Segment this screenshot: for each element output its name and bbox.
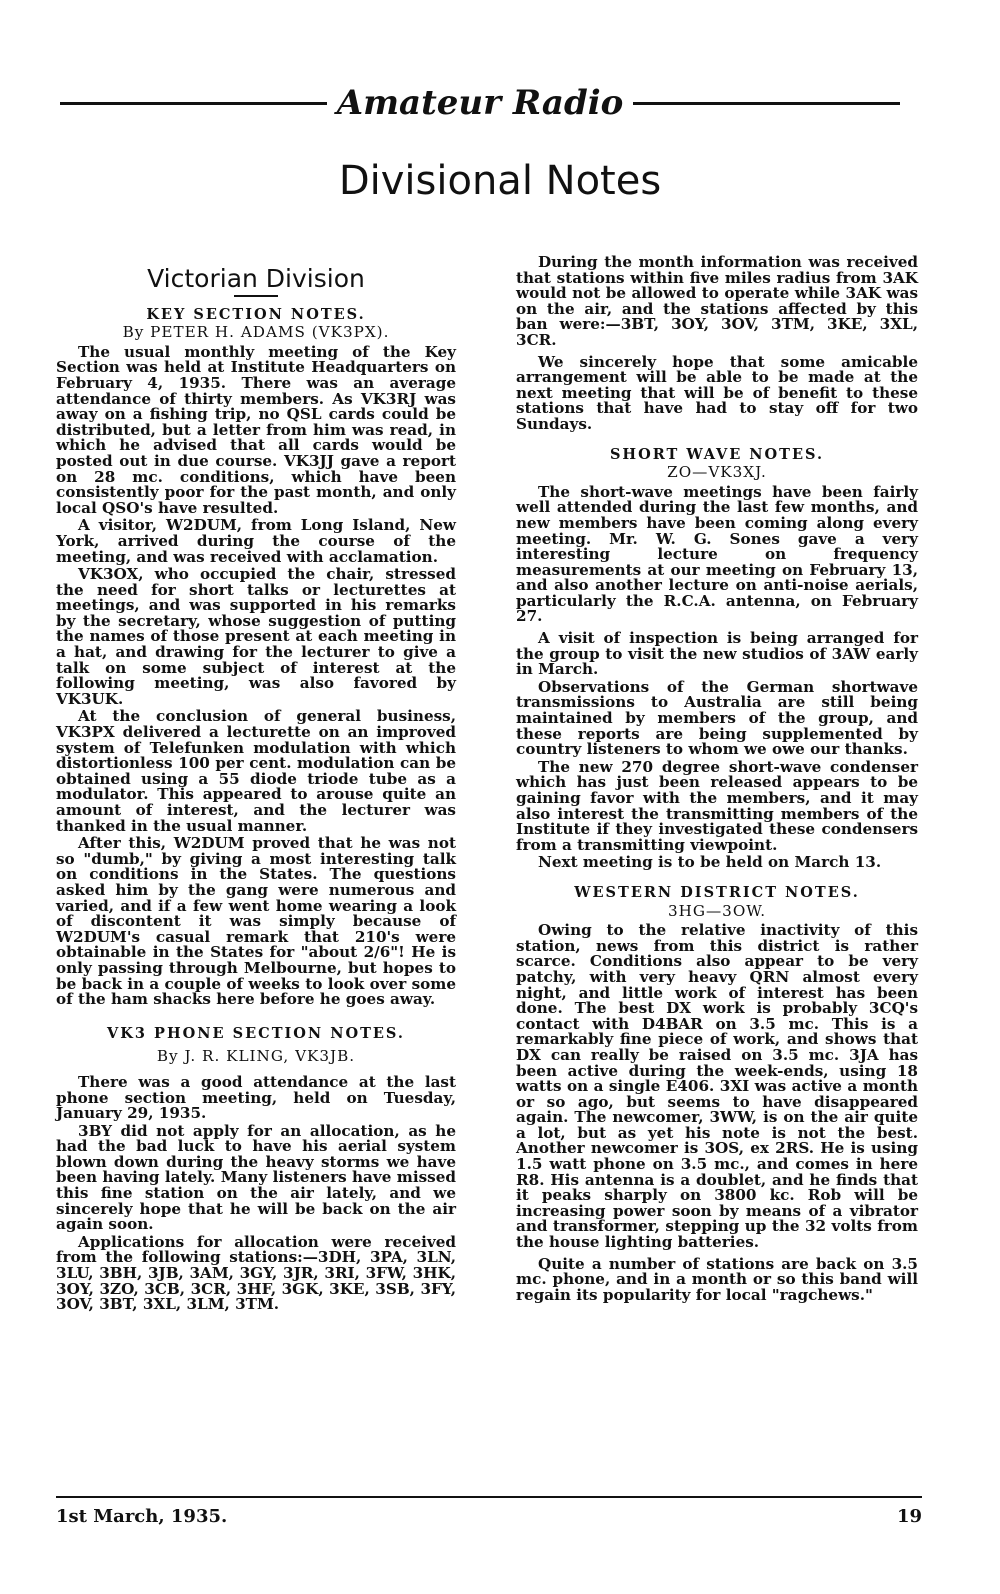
western-paragraph: Quite a number of stations are back on 3.5 mc. phone, and in a month or so this band will regain its popularity for local "ragchews."	[516, 1254, 918, 1304]
intro-paragraph: During the month information was received that stations within five miles radius from 3AK would not be allowed to operate while 3AK was on the air, and the stations affected by this ban were:—3BT, 3OY, 3OV, 3TM, 3KE, 3XL, 3CR.	[516, 253, 918, 349]
masthead-rule-right	[633, 102, 900, 105]
western-paragraph: Owing to the relative inactivity of this station, news from this district is rather scarce. Conditions also appear to be very patchy, with very heavy QRN almost every night, and little work of interest has been done. The best DX work is probably 3CQ's contact with D4BAR on 3.5 mc. This is a remarkably fine piece of work, and shows that DX can really be raised on 3.5 mc. 3JA has been active during the week-ends, using 18 watts on a single E406. 3XI was active a month or so ago, but seems to have disappeared again. The newcomer, 3WW, is on the air quite a lot, but as yet his note is not the best. Another newcomer is 3OS, ex 2RS. He is using 1.5 watt phone on 3.5 mc., and comes in here R8. His antenna is a doublet, and he finds that it peaks sharply on 3800 kc. Rob will be increasing power soon by means of a vibrator and transformer, stepping up the 32 volts from the house lighting batteries.	[516, 921, 918, 1252]
right-column	[516, 255, 918, 1305]
key-section-heading: KEY SECTION NOTES.	[146, 305, 366, 323]
short-wave-paragraph: The short-wave meetings have been fairly well attended during the last few months, and new members have been coming along every meeting. Mr. W. G. Sones gave a very interesting lecture on frequency measurements at our meeting on February 13, and also another lecture on anti-noise aerials, particularly the R.C.A. antenna, on February 27.	[516, 482, 918, 626]
key-paragraph: The usual monthly meeting of the Key Section was held at Institute Headquarters on February 4, 1935. There was an average attendance of thirty members. As VK3RJ was away on a fishing trip, no QSL cards could be distributed, but a letter from him was read, in which he advised that all cards would be posted out in due course. VK3JJ gave a report on 28 mc. conditions, which have been consistently poor for the past month, and only local QSO's have resulted.	[56, 342, 456, 517]
western-byline: 3HG—3OW.	[667, 901, 767, 920]
phone-paragraph: Applications for allocation were received from the following stations:—3DH, 3PA, 3LN, 3LU, 3BH, 3JB, 3AM, 3GY, 3JR, 3RI, 3FW, 3HK, 3OY, 3ZO, 3CB, 3CR, 3HF, 3GK, 3KE, 3SB, 3FY, 3OV, 3BT, 3XL, 3LM, 3TM.	[56, 1232, 456, 1314]
short-wave-paragraph: Next meeting is to be held on March 13.	[538, 853, 882, 872]
short-wave-paragraph: A visit of inspection is being arranged for the group to visit the new studios of 3AW early in March.	[516, 629, 918, 679]
division-rule	[234, 295, 278, 297]
left-column	[56, 255, 456, 1315]
page-number: 19	[896, 1506, 922, 1527]
phone-paragraph: 3BY did not apply for an allocation, as he had the bad luck to have his aerial system blown down during the heavy storms we have been having lately. Many listeners have missed this fine station on the air lately, and we sincerely hope that he will be back on the air again soon.	[56, 1121, 456, 1234]
masthead-rule-left	[60, 102, 327, 105]
masthead-logo: Amateur Radio	[336, 83, 624, 123]
footer-date: 1st March, 1935.	[56, 1506, 228, 1527]
western-heading: WESTERN DISTRICT NOTES.	[574, 883, 860, 901]
key-paragraph: After this, W2DUM proved that he was not so "dumb," by giving a most interesting talk on conditions in the States. The questions asked him by the gang were numerous and varied, and if a few went home wearing a look of discontent it was simply because of W2DUM's casual remark that 210's were obtainable in the States for "about 2/6"! He is only passing through Melbourne, but hopes to be back in a couple of weeks to look over some of the ham shacks here before he goes away.	[56, 834, 456, 1009]
key-paragraph: VK3OX, who occupied the chair, stressed the need for short talks or lecturettes at meetings, and was supported in his remarks by the secretary, whose suggestion of putting the names of those present at each meeting in a hat, and drawing for the lecturer to give a talk on some subject of interest at the following meeting, was also favored by VK3UK.	[56, 565, 456, 708]
phone-section-byline: By J. R. KLING, VK3JB.	[156, 1047, 356, 1066]
masthead	[60, 78, 900, 128]
page-title: Divisional Notes	[338, 158, 662, 204]
key-section-byline: By PETER H. ADAMS (VK3PX).	[122, 323, 390, 342]
key-paragraph: A visitor, W2DUM, from Long Island, New York, arrived during the course of the meeting, and was received with acclamation.	[56, 516, 456, 566]
phone-section-heading: VK3 PHONE SECTION NOTES.	[107, 1024, 405, 1042]
key-paragraph: At the conclusion of general business, VK3PX delivered a lecturette on an improved system of Telefunken modulation with which distortionless 100 per cent. modulation can be obtained using a 55 diode triode tube as a modulator. This appeared to arouse quite an amount of interest, and the lecturer was thanked in the usual manner.	[56, 707, 456, 835]
short-wave-byline: ZO—VK3XJ.	[667, 463, 767, 482]
short-wave-paragraph: The new 270 degree short-wave condenser which has just been released appears to be gaining favor with the members, and it may also interest the transmitting members of the Institute if they investigated these condensers from a transmitting viewpoint.	[516, 757, 918, 854]
phone-paragraph: There was a good attendance at the last phone section meeting, held on Tuesday, January 29, 1935.	[56, 1072, 456, 1123]
intro-paragraph: We sincerely hope that some amicable arrangement will be able to be made at the next meeting that will be of benefit to these stations that have had to stay off for two Sundays.	[516, 352, 918, 433]
footer-rule	[56, 1496, 922, 1498]
short-wave-heading: SHORT WAVE NOTES.	[609, 445, 825, 463]
division-heading: Victorian Division	[147, 264, 365, 293]
short-wave-paragraph: Observations of the German shortwave transmissions to Australia are still being maintained by members of the group, and these reports are being supplemented by country listeners to whom we owe our thanks.	[516, 677, 918, 759]
